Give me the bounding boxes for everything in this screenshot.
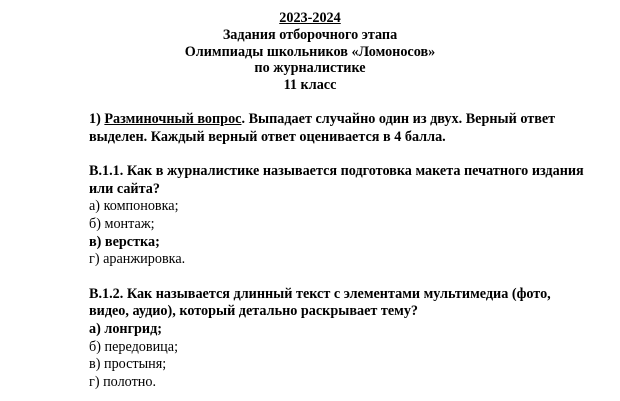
header-line-2: Олимпиады школьников «Ломоносов» bbox=[184, 43, 436, 60]
spacer bbox=[89, 269, 589, 286]
question-2-option-b: б) передовица; bbox=[89, 338, 179, 355]
question-1-option-d: г) аранжировка. bbox=[89, 251, 186, 268]
question-1-option-c-correct: в) верстка; bbox=[89, 233, 160, 250]
header-line-3: по журналистике bbox=[254, 60, 366, 77]
question-2-option-a-correct: а) лонгрид; bbox=[89, 320, 163, 337]
header-line-4: 11 класс bbox=[283, 77, 337, 94]
academic-year: 2023-2024 bbox=[279, 10, 341, 26]
intro-paragraph bbox=[89, 111, 589, 146]
document-body bbox=[89, 111, 589, 391]
intro-underlined: Разминочный вопрос bbox=[104, 111, 242, 127]
intro-rest: . Выпадает случайно один из двух. Верный ответ выделен. Каждый верный ответ оценивается в 4 балла. bbox=[89, 111, 556, 145]
document-header bbox=[0, 10, 620, 94]
question-1-text: В.1.1. Как в журналистике называется подготовка макета печатного издания или сайта? bbox=[89, 163, 584, 197]
question-2-option-c: в) простыня; bbox=[89, 356, 167, 373]
spacer bbox=[89, 146, 589, 163]
intro-number: 1) bbox=[89, 111, 105, 127]
question-1-option-b: б) монтаж; bbox=[89, 215, 155, 232]
question-2-text: В.1.2. Как называется длинный текст с элементами мультимедиа (фото, видео, аудио), который детально раскрывает тему? bbox=[89, 285, 551, 320]
question-1-option-a: а) компоновка; bbox=[89, 198, 179, 215]
header-line-1: Задания отборочного этапа bbox=[222, 26, 398, 43]
question-2-option-d: г) полотно. bbox=[89, 373, 157, 390]
